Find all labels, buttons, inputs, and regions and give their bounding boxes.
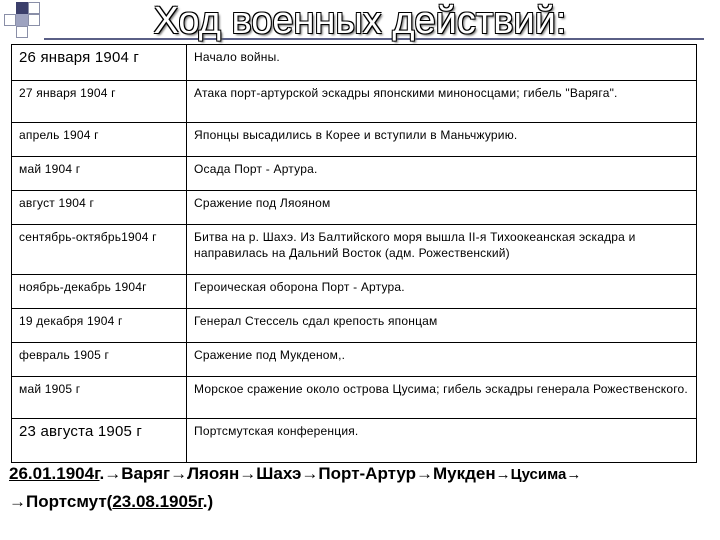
event-date: август 1904 г: [12, 191, 187, 225]
event-date: сентябрь-октябрь1904 г: [12, 225, 187, 275]
table-row: [12, 419, 697, 463]
event-date: 26 января 1904 г: [12, 45, 187, 81]
event-description: Героическая оборона Порт - Артура.: [187, 275, 697, 309]
event-description: Битва на р. Шахэ. Из Балтийского моря вышла II-я Тихоокеанская эскадра и направилась на Дальний Восток (адм. Рожественский): [187, 225, 697, 275]
event-description: Сражение под Ляояном: [187, 191, 697, 225]
table-row: [12, 157, 697, 191]
table-row: [12, 275, 697, 309]
table-row: [12, 309, 697, 343]
event-date: май 1904 г: [12, 157, 187, 191]
event-description: Атака порт-артурской эскадры японскими миноносцами; гибель "Варяга".: [187, 81, 697, 123]
summary-close: .): [202, 492, 214, 511]
table-row: [12, 45, 697, 81]
table-row: [12, 81, 697, 123]
event-date: ноябрь-декабрь 1904г: [12, 275, 187, 309]
summary-end-date: 23.08.1905г: [112, 492, 203, 511]
event-description: Портсмутская конференция.: [187, 419, 697, 463]
event-description: Начало войны.: [187, 45, 697, 81]
events-table: [11, 44, 697, 463]
table-row: [12, 191, 697, 225]
table-row: [12, 225, 697, 275]
event-date: 23 августа 1905 г: [12, 419, 187, 463]
summary-start-date: 26.01.1904г: [9, 464, 100, 483]
summary-chain: .→Варяг→Ляоян→Шахэ→Порт-Артур→Мукден: [99, 464, 496, 483]
event-date: 19 декабря 1904 г: [12, 309, 187, 343]
table-row: [12, 123, 697, 157]
event-description: Генерал Стессель сдал крепость японцам: [187, 309, 697, 343]
summary-chain-tail: →Цусима→: [495, 466, 582, 483]
event-description: Японцы высадились в Корее и вступили в Маньчжурию.: [187, 123, 697, 157]
table-row: [12, 343, 697, 377]
event-date: февраль 1905 г: [12, 343, 187, 377]
event-description: Сражение под Мукденом,.: [187, 343, 697, 377]
timeline-summary: [9, 460, 709, 515]
event-date: 27 января 1904 г: [12, 81, 187, 123]
page-title: Ход военных действий:: [153, 0, 567, 42]
event-date: апрель 1904 г: [12, 123, 187, 157]
table-row: [12, 377, 697, 419]
event-description: Морское сражение около острова Цусима; гибель эскадры генерала Рожественского.: [187, 377, 697, 419]
event-date: май 1905 г: [12, 377, 187, 419]
summary-portsmouth: →Портсмут(: [9, 492, 113, 511]
summary-line-1: [9, 460, 709, 488]
summary-line-2: [9, 488, 709, 515]
event-description: Осада Порт - Артура.: [187, 157, 697, 191]
